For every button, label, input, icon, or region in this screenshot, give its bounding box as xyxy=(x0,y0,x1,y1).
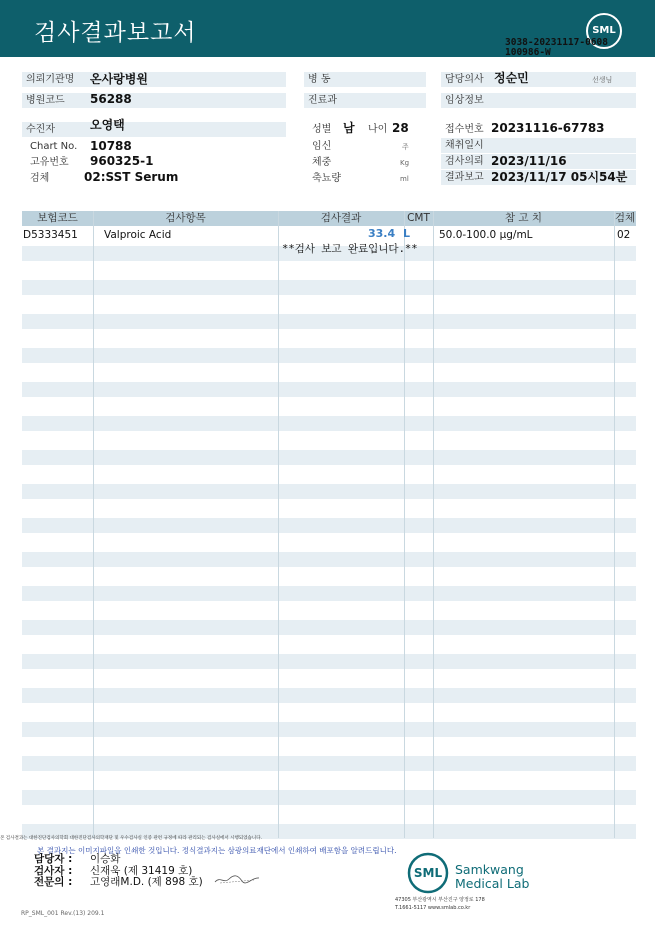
urine-volume-label: 축뇨량 xyxy=(312,173,341,184)
col-cmt: CMT xyxy=(407,212,430,224)
tester-value: 신재욱 (제 31419 호) xyxy=(90,865,193,877)
column-divider xyxy=(433,211,434,838)
form-revision: RP_SML_001 Rev.(13) 209.1 xyxy=(21,910,105,917)
specialist-value: 고영래M.D. (제 898 호) xyxy=(90,876,203,888)
age-label: 나이 xyxy=(368,124,388,135)
column-divider xyxy=(278,211,279,838)
urine-volume-unit: ml xyxy=(400,175,409,183)
hospital-value: 온사랑병원 xyxy=(90,72,148,86)
row-specimen: 02 xyxy=(617,229,631,241)
staff-label: 담당자 : xyxy=(34,853,73,865)
requested-date-value: 2023/11/16 xyxy=(491,154,567,168)
table-stripe xyxy=(22,722,636,737)
specialist-label: 전문의 : xyxy=(34,876,73,888)
print-notice: 본 결과지는 이미지파일을 인쇄한 것입니다. 정식결과지는 삼광의료재단에서 인쇄하여 배포함을 알려드립니다. xyxy=(37,846,397,855)
col-test-item: 검사항목 xyxy=(165,212,206,224)
sex-label: 성별 xyxy=(312,124,332,135)
unique-id-value: 960325-1 xyxy=(90,154,154,168)
col-test-result: 검사결과 xyxy=(320,212,362,224)
doctor-value: 정순민 xyxy=(494,71,529,85)
column-divider xyxy=(404,211,405,838)
tester-label: 검사자 : xyxy=(34,865,73,877)
svg-text:SML: SML xyxy=(413,866,443,880)
collection-time-label: 채취일시 xyxy=(441,138,636,153)
table-stripe xyxy=(22,382,636,397)
table-stripe xyxy=(22,314,636,329)
hospital-code-label: 병원코드 xyxy=(22,93,286,108)
table-stripe xyxy=(22,280,636,295)
column-divider xyxy=(614,211,615,838)
patient-label: 수진자 xyxy=(22,122,286,137)
report-complete-message: **검사 보고 완료입니다.** xyxy=(282,243,418,255)
hospital-label: 의뢰기관명 xyxy=(22,72,286,87)
accreditation-footnote: 본 검사결과는 대한진단검사의학회 대한진단검사의학재단 및 우수검사실 인증 관련 규정에 따라 관리되는 검사실에서 시행되었습니다. xyxy=(0,836,263,841)
doctor-label: 담당의사 xyxy=(441,72,636,87)
chart-number-label: Chart No. xyxy=(30,141,78,152)
table-stripe xyxy=(22,790,636,805)
table-stripe xyxy=(22,654,636,669)
company-name-line2: Medical Lab xyxy=(455,876,530,891)
sml-footer-logo xyxy=(407,852,449,894)
row-reference-range: 50.0-100.0 μg/mL xyxy=(439,229,533,241)
staff-value: 이승화 xyxy=(90,853,121,865)
reported-time-value: 2023/11/17 05시54분 xyxy=(491,170,628,184)
patient-value: 오영택 xyxy=(90,118,125,132)
table-stripe xyxy=(22,688,636,703)
receipt-label: 접수번호 xyxy=(445,124,484,135)
company-contact: T.1661-5117 www.smlab.co.kr xyxy=(395,905,471,911)
pregnancy-label: 임신 xyxy=(312,141,332,152)
requested-date-label: 검사의뢰 xyxy=(441,154,636,169)
table-stripe xyxy=(22,586,636,601)
company-name-line1: Samkwang xyxy=(455,862,524,877)
results-table-header xyxy=(22,211,636,226)
row-insurance-code: D5333451 xyxy=(23,229,78,241)
table-stripe xyxy=(22,518,636,533)
table-stripe xyxy=(22,416,636,431)
company-address: 47305 부산광역시 부산진구 양정로 178 xyxy=(395,897,485,903)
sml-header-logo: SML xyxy=(586,13,622,49)
report-header xyxy=(0,0,655,57)
row-result-flag: L xyxy=(403,227,411,240)
department-label: 진료과 xyxy=(304,93,426,108)
weight-label: 체중 xyxy=(312,157,332,168)
table-stripe xyxy=(22,756,636,771)
table-stripe xyxy=(22,348,636,363)
clinical-info-label: 임상정보 xyxy=(441,93,636,108)
pregnancy-unit: 주 xyxy=(402,143,409,151)
weight-unit: Kg xyxy=(400,159,410,167)
specimen-label: 검체 xyxy=(30,173,50,184)
col-specimen: 검체 xyxy=(614,212,636,224)
col-insurance-code: 보험코드 xyxy=(37,212,78,224)
ward-label: 병 동 xyxy=(304,72,426,87)
column-divider xyxy=(93,211,94,838)
table-stripe xyxy=(22,450,636,465)
table-stripe xyxy=(22,484,636,499)
chart-number-value: 10788 xyxy=(90,139,132,153)
age-value: 28 xyxy=(392,121,409,135)
sex-value: 남 xyxy=(343,121,355,135)
receipt-value: 20231116-67783 xyxy=(491,121,605,135)
reported-time-label: 결과보고 xyxy=(441,170,636,185)
table-stripe xyxy=(22,620,636,635)
doctor-suffix: 선생님 xyxy=(592,76,613,84)
document-id-suffix: 100986-W xyxy=(505,47,551,58)
unique-id-label: 고유번호 xyxy=(30,157,69,168)
row-test-result: 33.4 xyxy=(368,227,396,240)
document-id: 3038-20231117-0608 xyxy=(505,37,608,48)
row-test-item: Valproic Acid xyxy=(104,229,172,241)
col-reference: 참 고 치 xyxy=(504,212,543,224)
table-stripe xyxy=(22,552,636,567)
hospital-code-value: 56288 xyxy=(90,92,132,106)
specimen-value: 02:SST Serum xyxy=(84,170,179,184)
report-title: 검사결과보고서 xyxy=(34,20,197,46)
signature-image xyxy=(214,873,260,885)
